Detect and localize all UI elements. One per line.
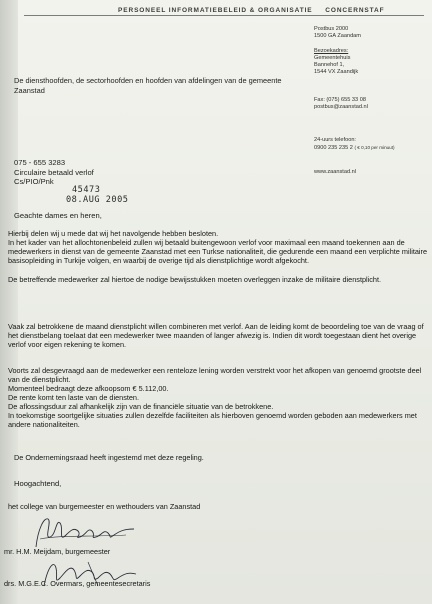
paragraph-policy: In het kader van het allochtonenbeleid zullen wij betaald buitengewoon verlof voor maximaal een maand toekennen aan de medewerkers in dienst van de gemeente Zaanstad met een Turkse nationaliteit, die gedurende een maand een verplichte militaire basisopleiding in Turkije volgen, en waarbij de overige tijd als dienstplichtige wordt afgekocht. xyxy=(8,238,428,266)
paragraph-interest: De rente komt ten laste van de diensten. xyxy=(8,393,140,402)
sender-postbox xyxy=(314,26,361,40)
phone-line xyxy=(314,144,395,152)
paragraph-future: In toekomstige soortgelijke situaties zullen dezelfde faciliteiten als hierboven genoemd worden geboden aan medewerkers met andere nationaliteiten. xyxy=(8,411,417,430)
phone-number: 0900 235 235 2 xyxy=(314,145,353,151)
meta-subject: Circulaire betaald verlof xyxy=(14,167,94,177)
paragraph-loan: Voorts zal desgevraagd aan de medewerker een renteloze lening worden verstrekt voor het afkopen van genoemd grootste deel van de dienstplicht. xyxy=(8,366,422,385)
received-stamp xyxy=(66,186,128,205)
visit-line-1: Gemeentehuis xyxy=(314,55,351,61)
sender-phone xyxy=(314,137,395,152)
postal-city-line: 1500 GA Zaandam xyxy=(314,33,361,39)
meta-phone: 075 - 655 3283 xyxy=(14,158,66,167)
closing: Hoogachtend, xyxy=(14,479,62,488)
addressee: De diensthoofden, de sectorhoofden en hoofden van afdelingen van de gemeente Zaanstad xyxy=(14,76,282,95)
stamp-number: 45473 xyxy=(72,185,101,195)
paragraph-leave: Vaak zal betrokkene de maand dienstplicht willen combineren met verlof. Aan de leiding komt de beoordeling toe van de vraag of het dienstbelang toelaat dat een medewerker twee maanden of langer afwezig is. Indien dit wordt toegestaan dient het overige verlof voor eigen rekening te komen. xyxy=(8,322,424,350)
sender-visit-address xyxy=(314,48,358,76)
letterhead-division: CONCERNSTAF xyxy=(325,7,385,14)
signatory-intro: het college van burgemeester en wethouders van Zaanstad xyxy=(8,502,201,511)
paragraph-decision: Hierbij delen wij u mede dat wij het navolgende hebben besloten. xyxy=(8,229,219,238)
postbox-line: Postbus 2000 xyxy=(314,26,349,32)
visit-line-3: 1544 VX Zaandijk xyxy=(314,69,359,75)
stamp-date: 08.AUG 2005 xyxy=(66,194,129,205)
fax-line: Fax: (075) 655 33 08 xyxy=(314,97,366,103)
sender-contact xyxy=(314,97,368,111)
letterhead xyxy=(118,7,428,14)
paragraph-works-council: De Ondernemingsraad heeft ingestemd met deze regeling. xyxy=(14,453,204,462)
visit-line-2: Bannehof 1, xyxy=(314,62,345,68)
letter-meta xyxy=(14,158,94,187)
phone-rate: ( € 0,10 per minuut) xyxy=(354,145,395,150)
letterhead-department: PERSONEEL INFORMATIEBELEID & ORGANISATIE xyxy=(118,7,313,14)
meta-reference: Cs/PIO/Pnk xyxy=(14,177,54,187)
salutation: Geachte dames en heren, xyxy=(14,211,102,220)
paragraph-evidence: De betreffende medewerker zal hiertoe de nodige bewijsstukken moeten overleggen inzake de militaire dienstplicht. xyxy=(8,275,382,284)
signatory-mayor: mr. H.M. Meijdam, burgemeester xyxy=(4,547,111,556)
paragraph-repayment: De aflossingsduur zal afhankelijk zijn van de financiële situatie van de betrokkene. xyxy=(8,402,274,411)
phone-label: 24-uurs telefoon: xyxy=(314,137,356,143)
email-line: postbus@zaanstad.nl xyxy=(314,104,368,110)
signatory-secretary: drs. M.G.E.C. Overmars, gemeentesecretaris xyxy=(4,579,151,588)
header-rule xyxy=(24,15,424,16)
paragraph-amount: Momenteel bedraagt deze afkoopsom € 5.112,00. xyxy=(8,384,169,393)
website-line: www.zaanstad.nl xyxy=(314,169,356,175)
visit-label: Bezoekadres: xyxy=(314,48,349,54)
